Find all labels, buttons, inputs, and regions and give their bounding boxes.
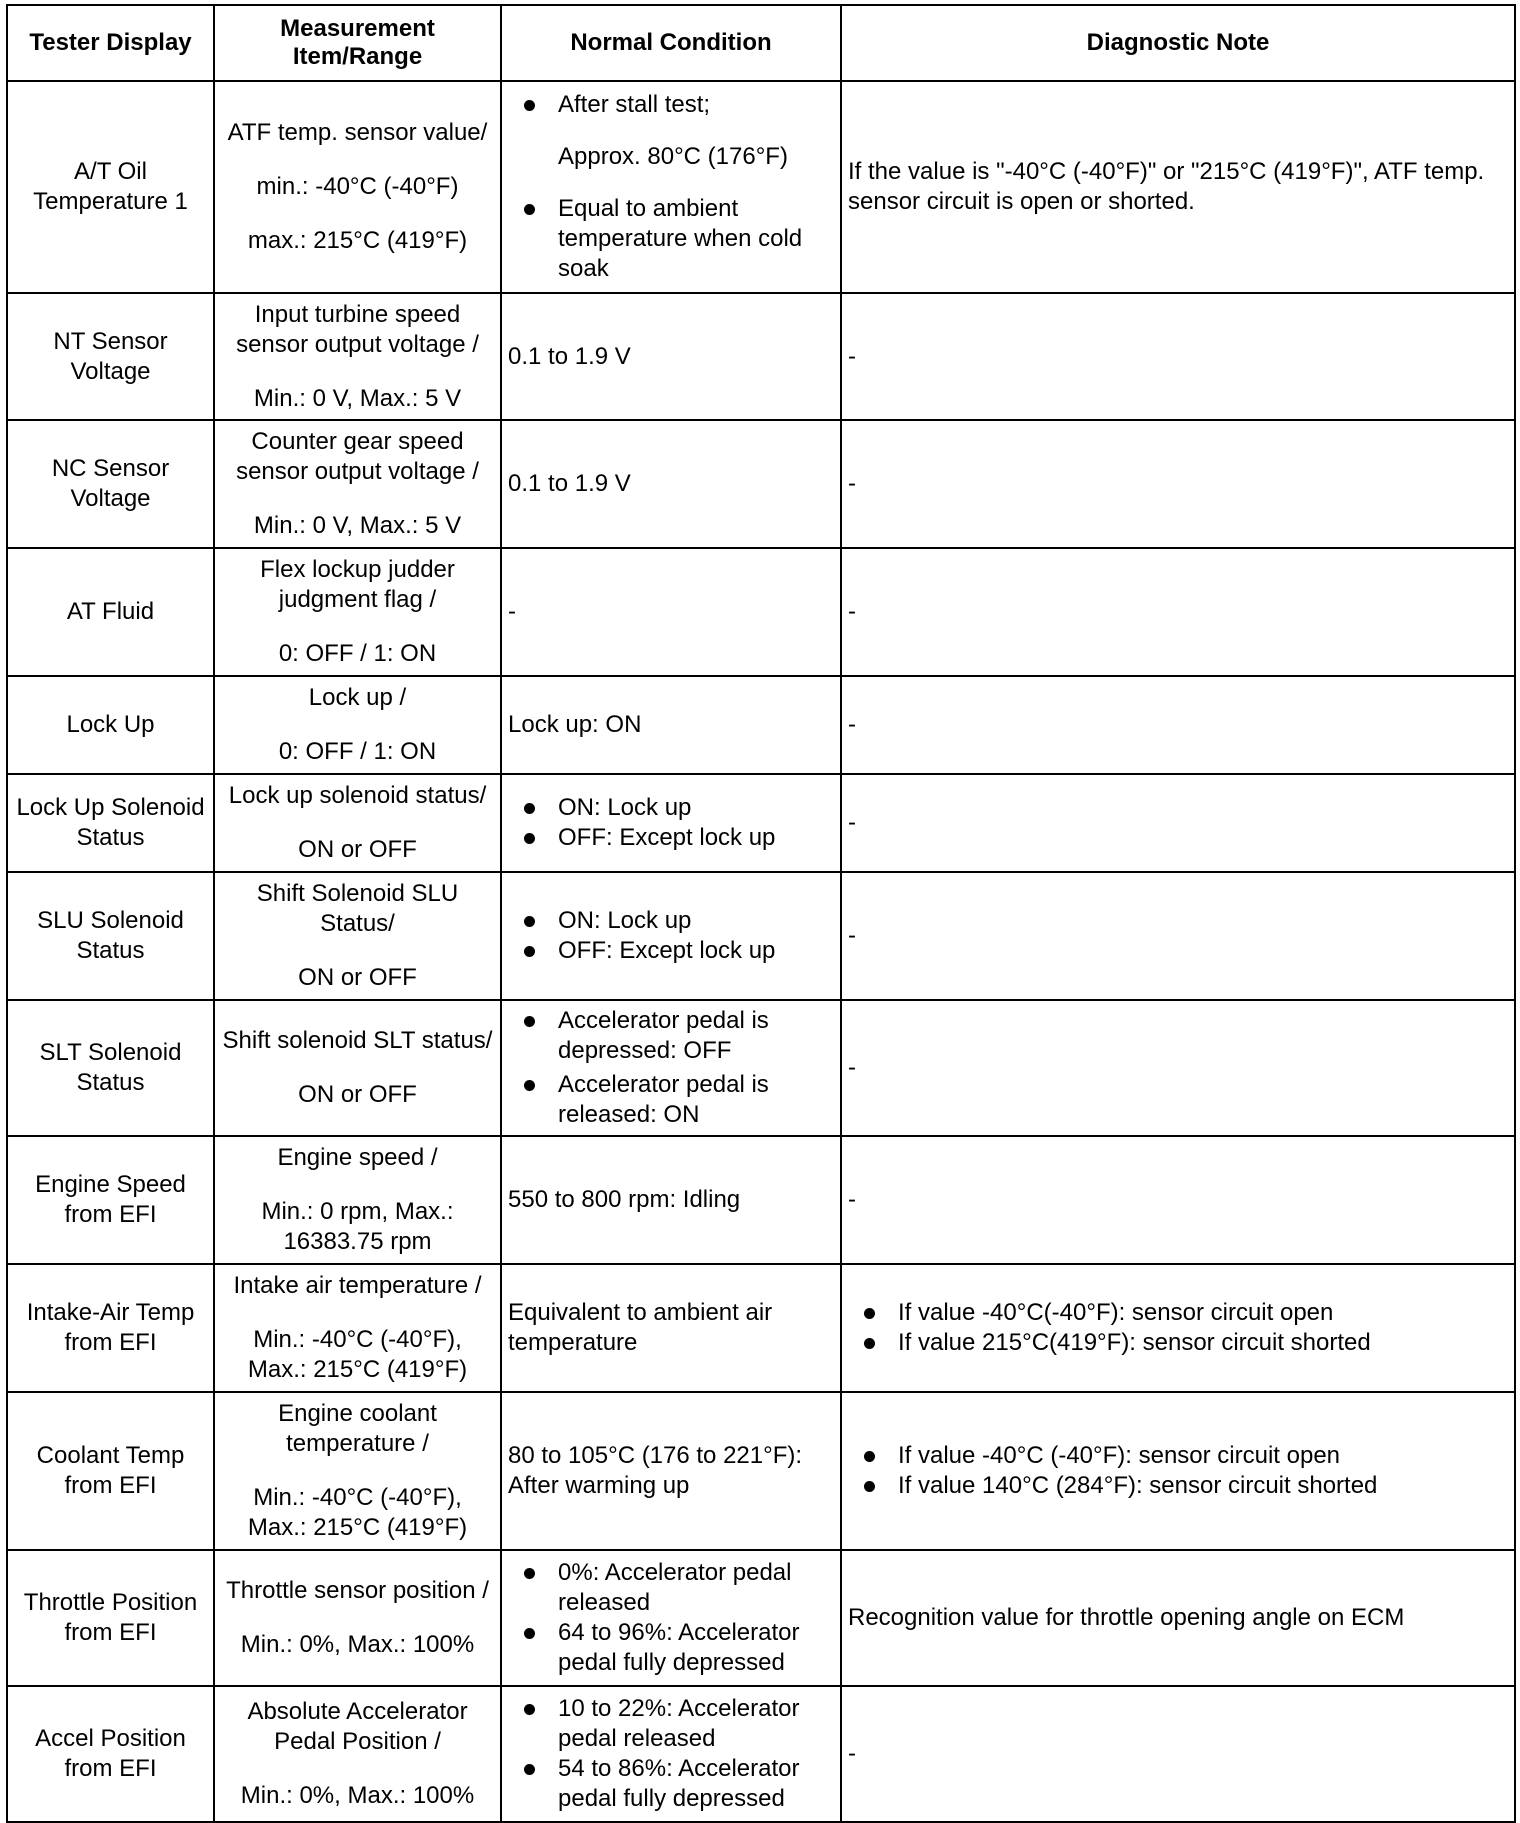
measurement-item <box>214 1686 501 1822</box>
list-item: OFF: Except lock up <box>524 823 834 853</box>
range-value: Min.: 0 V, Max.: 5 V <box>253 384 462 412</box>
normal-condition: 550 to 800 rpm: Idling <box>501 1136 841 1264</box>
range-value: ON or OFF <box>298 964 417 991</box>
diagnostic-note: - <box>841 872 1515 1000</box>
item-label: Shift Solenoid SLU Status/ <box>256 880 459 937</box>
header-measurement-item: Measurement Item/Range <box>214 5 501 81</box>
range-value: Min.: 0%, Max.: 100% <box>240 1782 475 1809</box>
normal-condition: Equivalent to ambient air temperature <box>501 1264 841 1392</box>
diagnostic-note: Recognition value for throttle opening angle on ECM <box>841 1550 1515 1686</box>
table-row <box>7 872 1515 1000</box>
normal-condition <box>501 1550 841 1686</box>
measurement-item <box>214 774 501 872</box>
tester-display: Engine Speed from EFI <box>7 1136 214 1264</box>
diagnostic-note <box>841 1264 1515 1392</box>
normal-condition: 0.1 to 1.9 V <box>501 420 841 548</box>
list-item: 54 to 86%: Accelerator pedal fully depressed <box>524 1754 834 1814</box>
diagnostic-note: - <box>841 1136 1515 1264</box>
table-row <box>7 1392 1515 1550</box>
list-item: If value -40°C(-40°F): sensor circuit open <box>864 1298 1508 1328</box>
diagnostic-note <box>841 1392 1515 1550</box>
list-item: Equal to ambient temperature when cold soak <box>524 194 834 284</box>
bullet-icon <box>524 916 535 927</box>
range-value: Min.: -40°C (-40°F), Max.: 215°C (419°F) <box>247 1484 468 1541</box>
header-row <box>7 5 1515 81</box>
list-item: ON: Lock up <box>524 906 834 936</box>
measurement-item <box>214 1264 501 1392</box>
range-min: min.: -40°C (-40°F) <box>256 173 459 200</box>
range-value: 0: OFF / 1: ON <box>278 738 437 765</box>
item-label: Shift solenoid SLT status/ <box>222 1027 493 1054</box>
bullet-icon <box>524 1628 535 1639</box>
measurement-item <box>214 1550 501 1686</box>
header-normal-condition: Normal Condition <box>501 5 841 81</box>
item-label: ATF temp. sensor value/ <box>227 119 488 146</box>
measurement-item <box>214 1136 501 1264</box>
tester-display: SLT Solenoid Status <box>7 1000 214 1136</box>
measurement-item <box>214 872 501 1000</box>
diagnostic-note: - <box>841 420 1515 548</box>
measurement-item <box>214 293 501 420</box>
range-value: Min.: 0 rpm, Max.: 16383.75 rpm <box>261 1198 454 1255</box>
tester-display: NT Sensor Voltage <box>7 293 214 420</box>
normal-condition: - <box>501 548 841 676</box>
diagnostic-data-table <box>6 4 1516 1823</box>
list-item: Accelerator pedal is depressed: OFF <box>524 1006 834 1066</box>
bullet-icon <box>864 1451 875 1462</box>
tester-display: Throttle Position from EFI <box>7 1550 214 1686</box>
item-label: Absolute Accelerator Pedal Position / <box>247 1698 468 1755</box>
normal-condition <box>501 872 841 1000</box>
diagnostic-note: - <box>841 1686 1515 1822</box>
item-label: Engine speed / <box>277 1144 438 1171</box>
table-row <box>7 774 1515 872</box>
table-row <box>7 420 1515 548</box>
tester-display: NC Sensor Voltage <box>7 420 214 548</box>
diagnostic-note: - <box>841 1000 1515 1136</box>
diagnostic-note: If the value is "-40°C (-40°F)" or "215°C (419°F)", ATF temp. sensor circuit is open or shorted. <box>841 81 1515 293</box>
measurement-item <box>214 1000 501 1136</box>
normal-condition <box>501 81 841 293</box>
table-row <box>7 1686 1515 1822</box>
normal-condition: 0.1 to 1.9 V <box>501 293 841 420</box>
bullet-icon <box>524 1704 535 1715</box>
bullet-icon <box>524 803 535 814</box>
range-value: Min.: 0%, Max.: 100% <box>240 1631 475 1658</box>
normal-condition: 80 to 105°C (176 to 221°F): After warming up <box>501 1392 841 1550</box>
list-item: 0%: Accelerator pedal released <box>524 1558 834 1618</box>
tester-display: Coolant Temp from EFI <box>7 1392 214 1550</box>
list-item: ON: Lock up <box>524 793 834 823</box>
measurement-item <box>214 548 501 676</box>
table-row <box>7 293 1515 420</box>
diagnostic-note: - <box>841 676 1515 774</box>
range-max: max.: 215°C (419°F) <box>247 227 468 254</box>
item-label: Lock up solenoid status/ <box>228 782 487 809</box>
header-tester-display: Tester Display <box>7 5 214 81</box>
list-item: 64 to 96%: Accelerator pedal fully depressed <box>524 1618 834 1678</box>
list-item: If value -40°C (-40°F): sensor circuit open <box>864 1441 1508 1471</box>
tester-display: SLU Solenoid Status <box>7 872 214 1000</box>
bullet-icon <box>524 1016 535 1027</box>
normal-condition <box>501 774 841 872</box>
header-diagnostic-note: Diagnostic Note <box>841 5 1515 81</box>
bullet-icon <box>864 1481 875 1492</box>
table-row <box>7 1136 1515 1264</box>
measurement-item <box>214 81 501 293</box>
list-item: If value 215°C(419°F): sensor circuit shorted <box>864 1328 1508 1358</box>
list-item: After stall test; <box>524 90 834 120</box>
bullet-icon <box>524 204 535 215</box>
table-row <box>7 548 1515 676</box>
bullet-icon <box>524 1080 535 1091</box>
range-value: Min.: 0 V, Max.: 5 V <box>253 512 462 539</box>
list-item: If value 140°C (284°F): sensor circuit shorted <box>864 1471 1508 1501</box>
normal-condition <box>501 1000 841 1136</box>
tester-display: Accel Position from EFI <box>7 1686 214 1822</box>
tester-display: AT Fluid <box>7 548 214 676</box>
item-label: Intake air temperature / <box>233 1272 482 1299</box>
table-row <box>7 1550 1515 1686</box>
measurement-item <box>214 1392 501 1550</box>
table-row <box>7 81 1515 293</box>
item-label: Engine coolant temperature / <box>278 1400 437 1457</box>
table-row <box>7 1000 1515 1136</box>
table-row <box>7 676 1515 774</box>
table-row <box>7 1264 1515 1392</box>
list-item: 10 to 22%: Accelerator pedal released <box>524 1694 834 1754</box>
item-label: Input turbine speed sensor output voltage / <box>236 300 479 358</box>
item-label: Counter gear speed sensor output voltage / <box>236 428 479 485</box>
diagnostic-note: - <box>841 293 1515 420</box>
diagnostic-data-table-sheet <box>6 4 1514 1816</box>
normal-condition <box>501 1686 841 1822</box>
bullet-icon <box>524 1568 535 1579</box>
bullet-icon <box>524 1764 535 1775</box>
bullet-icon <box>864 1338 875 1349</box>
tester-display: Lock Up Solenoid Status <box>7 774 214 872</box>
bullet-icon <box>524 946 535 957</box>
item-label: Lock up / <box>308 684 407 711</box>
measurement-item <box>214 420 501 548</box>
measurement-item <box>214 676 501 774</box>
diagnostic-note: - <box>841 774 1515 872</box>
tester-display: Intake-Air Temp from EFI <box>7 1264 214 1392</box>
bullet-icon <box>524 833 535 844</box>
range-value: Min.: -40°C (-40°F), Max.: 215°C (419°F) <box>247 1326 468 1383</box>
range-value: ON or OFF <box>298 1081 417 1108</box>
item-label: Throttle sensor position / <box>226 1577 489 1604</box>
list-item: Accelerator pedal is released: ON <box>524 1070 834 1130</box>
normal-condition: Lock up: ON <box>501 676 841 774</box>
condition-value: Approx. 80°C (176°F) <box>558 143 788 170</box>
diagnostic-note: - <box>841 548 1515 676</box>
bullet-icon <box>524 100 535 111</box>
item-label: Flex lockup judder judgment flag / <box>260 556 455 613</box>
range-value: 0: OFF / 1: ON <box>278 640 437 667</box>
list-item: OFF: Except lock up <box>524 936 834 966</box>
bullet-icon <box>864 1308 875 1319</box>
tester-display: Lock Up <box>7 676 214 774</box>
tester-display: A/T Oil Temperature 1 <box>7 81 214 293</box>
range-value: ON or OFF <box>298 836 417 863</box>
